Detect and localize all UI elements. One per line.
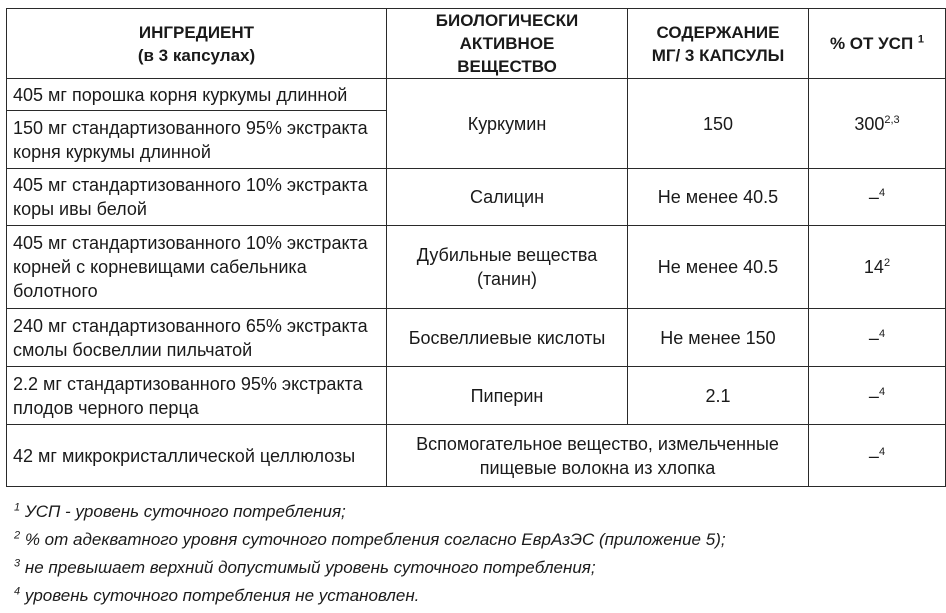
active-cell [387,79,628,169]
header-active-line2: ВЕЩЕСТВО [457,57,557,76]
footnote-text: % от адекватного уровня суточного потребления согласно ЕврАзЭС (приложение 5); [20,530,726,549]
ingredient-text-line2: смолы босвеллии пильчатой [13,339,253,360]
rda-cell [809,226,946,309]
header-content [628,9,809,79]
footnote-mark: 4 [14,585,21,598]
ingredient-text: 405 мг порошка корня куркумы длинной [13,84,348,105]
rda-text: 14 [863,257,884,277]
rda-text: 300 [854,113,885,134]
content-text: 2.1 [705,385,731,406]
active-text: Куркумин [467,113,547,134]
footnotes [14,498,726,610]
table-row [7,367,946,425]
rda-cell [809,309,946,367]
footnote-1 [14,498,726,526]
content-cell [628,79,809,169]
footnote-2 [14,526,726,554]
active-text: Босвеллиевые кислоты [408,327,606,348]
table-row [7,309,946,367]
active-cell [387,169,628,226]
content-text: Не менее 150 [660,327,776,348]
active-text-line2: (танин) [477,269,537,289]
footnote-4 [14,582,726,610]
content-cell [628,309,809,367]
header-active [387,9,628,79]
footnote-mark: 1 [14,501,21,514]
ingredient-cell [7,111,387,169]
table-row [7,79,946,111]
rda-sup: 4 [878,327,886,340]
header-content-line2: МГ/ 3 КАПСУЛЫ [651,45,785,65]
footnote-text: УСП - уровень суточного потребления; [20,502,346,521]
ingredient-cell [7,79,387,111]
rda-text: – [868,187,879,207]
composition-table [6,8,946,487]
footnote-mark: 2 [14,529,21,542]
ingredient-text-line2: корня куркумы длинной [13,141,211,162]
header-rda-sup: 1 [917,33,925,46]
rda-sup: 4 [878,187,886,199]
ingredient-cell [7,309,387,367]
ingredient-text: 42 мг микрокристаллической целлюлозы [13,445,356,466]
footnote-text: не превышает верхний допустимый уровень суточного потребления; [20,558,596,577]
active-cell [387,226,628,309]
active-text: Пиперин [470,385,544,406]
content-text: Не менее 40.5 [657,257,779,277]
rda-cell [809,79,946,169]
header-ingredient [7,9,387,79]
rda-sup: 2 [883,257,891,269]
header-rda [809,9,946,79]
ingredient-text-line2: коры ивы белой [13,199,147,219]
active-text: Салицин [469,187,545,207]
ingredient-text-line1: 405 мг стандартизованного 10% экстракта [13,233,368,253]
table-header-row [7,9,946,79]
content-cell [628,367,809,425]
footnote-mark: 3 [14,557,21,570]
ingredient-cell [7,169,387,226]
active-text-line1: Дубильные вещества [416,245,598,265]
active-text-line1: Вспомогательное вещество, измельченные [416,433,779,454]
ingredient-cell [7,425,387,487]
rda-text: – [868,327,879,348]
content-cell [628,169,809,226]
rda-sup: 4 [878,385,886,398]
header-active-line1: БИОЛОГИЧЕСКИ АКТИВНОЕ [435,11,579,53]
header-rda-text: % ОТ УСП [829,34,914,53]
footnote-3 [14,554,726,582]
table-row [7,226,946,309]
ingredient-text-line3: болотного [13,281,98,301]
rda-sup: 4 [878,445,886,458]
ingredient-text-line1: 150 мг стандартизованного 95% экстракта [13,117,368,138]
active-text-line2: пищевые волокна из хлопка [479,457,716,478]
rda-cell [809,367,946,425]
ingredient-text-line1: 405 мг стандартизованного 10% экстракта [13,175,368,195]
active-cell [387,367,628,425]
content-cell [628,226,809,309]
rda-text: – [868,445,879,466]
ingredient-cell [7,226,387,309]
header-ingredient-line2: (в 3 капсулах) [137,45,256,65]
ingredient-text-line1: 240 мг стандартизованного 65% экстракта [13,315,368,336]
active-cell [387,425,809,487]
active-cell [387,309,628,367]
rda-sup: 2,3 [884,113,900,126]
rda-cell [809,169,946,226]
content-text: Не менее 40.5 [657,187,779,207]
ingredient-cell [7,367,387,425]
header-content-line1: СОДЕРЖАНИЕ [656,22,780,42]
header-ingredient-line1: ИНГРЕДИЕНТ [138,22,255,42]
content-text: 150 [702,113,734,134]
ingredient-text-line2: плодов черного перца [13,397,199,418]
rda-text: – [868,385,879,406]
table-row [7,425,946,487]
table-row [7,169,946,226]
rda-cell [809,425,946,487]
ingredient-text-line1: 2.2 мг стандартизованного 95% экстракта [13,373,363,394]
footnote-text: уровень суточного потребления не установлен. [20,586,420,605]
ingredient-text-line2: корней с корневищами сабельника [13,257,307,277]
